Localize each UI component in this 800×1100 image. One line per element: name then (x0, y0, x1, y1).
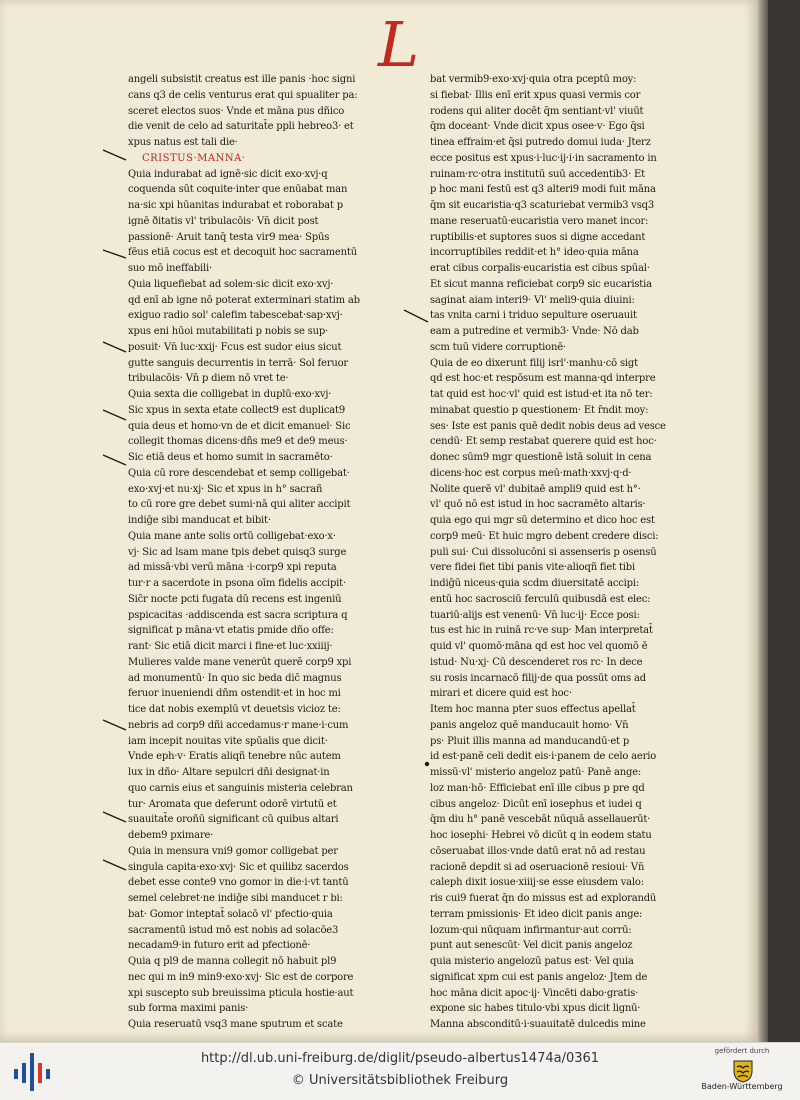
text-line: incorruptibiles reddit·et h° ideo·quia māna (430, 247, 639, 259)
text-line: ruptibilis·et suptores suos si digne accedant (430, 231, 646, 243)
text-line: rant· Sic etiā dicit marci i fine·et luc·xxiiij· (128, 641, 333, 652)
book-cover (768, 0, 800, 1042)
text-line: lozum·qui nūquam infirmantur·aut corrū: (430, 924, 632, 936)
text-line: caleph dixit iosue·xiiij·se esse eiusdem valo: (430, 877, 644, 889)
text-line: hoc iosephi· Hebrei vō dicūt q in eodem statu (430, 830, 652, 841)
text-line: Quia mane ante solis ortū colligebat·exo·x· (128, 530, 336, 542)
text-line: Item hoc manna pter suos effectus apellat̄ (430, 704, 636, 715)
text-line: pspicacitas ·addiscenda est sacra scriptura q (128, 609, 348, 621)
text-line: tat quid est hoc·vl' quid est istud·et ita nō ter: (430, 389, 653, 400)
text-line: Quia de eo dixerunt filij isrl'·manhu·cō sigt (430, 357, 638, 369)
text-line: xpus natus est tali die· (128, 137, 238, 148)
text-line: Quia sexta die colligebat in duplū·exo·xvj· (128, 389, 332, 400)
text-line: panis angeloz quē manducauit homo· Vn̄ (430, 719, 629, 731)
text-line: sceret electos suos· Vnde et māna pus dñico (128, 105, 345, 117)
coat-of-arms-icon (732, 1059, 754, 1083)
text-line: iam incepit nouitas vite spūalis que dicit· (128, 735, 328, 747)
text-line: Sic etiā deus et homo sumit in sacramēto· (128, 452, 333, 463)
text-line: minabat questio p questionem· Et r̄ndit moy: (430, 404, 649, 416)
text-line: terram pmissionis· Et ideo dicit panis ange: (430, 908, 643, 920)
text-line: racionē depdit si ad oseruacionē resioui· Vn̄ (430, 861, 645, 873)
text-line: vere fidei fiet tibi panis vite·alioqñ fiet tibi (430, 562, 635, 574)
text-line: quid vl' quomō·māna qd est hoc vel quomō ē (430, 641, 648, 652)
text-line: dicens·hoc est corpus meū·math·xxvj·q·d· (430, 467, 632, 479)
text-line: die venit de celo ad saturitat̄e ppli hebreo3· et (128, 121, 354, 133)
text-line: Quia indurabat ad ignē·sic dicit exo·xvj·q (128, 168, 328, 180)
sponsor-label: gefördert durch (714, 1047, 770, 1055)
text-line: cendū· Et semp restabat querere quid est hoc· (430, 436, 657, 448)
text-line: si fiebat· Illis enī erit xpus quasi vermis cor (430, 89, 641, 101)
text-line: ses· Iste est panis quē dedit nobis deus ad vesce (430, 420, 666, 432)
text-line: nebris ad corp9 dñi accedamus·r mane·i·cum (128, 719, 349, 731)
text-line: indiḡe sibi manducat et bibit· (128, 515, 271, 526)
text-line: ps· Pluit illis manna ad manducandū·et p (430, 735, 630, 747)
text-line: ruinam·rc·otra institutū suū accedentib3· Et (430, 168, 645, 180)
text-line: mirari et dicere quid est hoc· (430, 688, 572, 700)
text-line: cans q3 de celis venturus erat qui spualiter pa: (128, 89, 358, 101)
text-line: quo carnis eius et sanguinis misteria celebran (128, 782, 353, 794)
text-line: vj· Sic ad lsam mane tpis debet quisq3 surge (128, 546, 347, 558)
text-line: passionē· Aruit tanq̄ testa vir9 mea· Spūs (128, 231, 330, 243)
text-line: tur· Aromata que deferunt odorē virtutū et (128, 798, 337, 810)
text-line: quia deus et homo·vn de et dicit emanuel· Sic (128, 420, 351, 432)
text-line: debem9 pximare· (128, 830, 214, 841)
text-line: q̄m sit eucaristia·q3 scaturiebat vermib3 vsq3 (430, 200, 655, 211)
text-line: tinea effraim·et q̄si putredo domui iuda· Jterz (430, 137, 651, 148)
text-line: indiḡū niceus·quia scdm diuersitatē accipi: (430, 578, 640, 589)
document-url-link[interactable]: http://dl.ub.uni-freiburg.de/diglit/pseudo-albertus1474a/0361 (200, 1051, 600, 1066)
text-line: q̄m diu h° panē vescebāt nūquā assellauerūt· (430, 814, 651, 826)
text-line: Manna absconditū·i·suauitatē dulcedis mine (430, 1019, 646, 1030)
text-line: bat· Gomor inteptat̄ solacō vl' pfectio·quia (128, 908, 333, 920)
text-line: feruor inueniendi dñm ostendit·et in hoc mi (128, 688, 341, 700)
text-line: exo·xvj·et nu·xj· Sic et xpus in h° sacrañ (128, 483, 323, 495)
text-line: vl' quō nō est istud in hoc sacramēto altaris· (430, 499, 646, 511)
text-line: significat xpm cui est panis angeloz· Jtem de (430, 971, 648, 983)
text-line: eam a putredine et vermib3· Vnde· Nō dab (430, 326, 639, 337)
text-line: donec sūm9 mgr questionē istā soluit in cena (430, 452, 652, 463)
text-line: quia ego qui mgr sū determino et dico hoc est (430, 515, 655, 526)
rubricated-initial: L (378, 8, 420, 81)
text-column-left (128, 72, 368, 1033)
section-heading: CRISTUS·MANNA· (142, 152, 246, 164)
page-edge (758, 0, 768, 1042)
text-line: tuariū·alijs est venenū· Vn̄ luc·ij· Ecce posi: (430, 609, 640, 621)
text-line: xpi suscepto sub breuissima pticula hostie·aut (128, 987, 354, 999)
text-line: Et sicut manna reficiebat corp9 sic eucaristia (430, 278, 652, 290)
text-line: expone sic habes titulo·vbi xpus dicit lignū· (430, 1003, 641, 1015)
text-line: Quia liquefiebat ad solem·sic dicit exo·xvj· (128, 278, 334, 290)
text-line: bat vermib9·exo·xvj·quia otra pceptū moy: (430, 74, 637, 85)
text-line: quia misterio angelozū patus est· Vel quia (430, 956, 634, 967)
text-line: suo mō ineffabili· (128, 263, 212, 274)
viewer-footer (0, 1042, 800, 1100)
text-line: tus est hic in ruinā rc·ve sup· Man interpretat̄ (430, 625, 653, 637)
text-line: corp9 meū· Et huic mgro debent credere disci: (430, 530, 659, 542)
text-line: Sic xpus in sexta etate collect9 est duplicat9 (128, 404, 346, 416)
text-line: Nolite querē vl' dubitaē ampli9 quid est h°· (430, 483, 641, 495)
text-line: Vnde eph·v· Eratis aliqñ tenebre nūc autem (128, 751, 341, 763)
text-line: semel celebret·ne indiḡe sibi manducet r bi: (128, 893, 343, 904)
text-line: saginat aiam interi9· Vl' meli9·quia diuini: (430, 294, 635, 306)
text-line: scm tuū videre corruptionē· (430, 341, 566, 353)
text-line: mane reseruatū·eucaristia vero manet incor: (430, 215, 649, 227)
text-line: singula capita·exo·xvj· Sic et quilibz sacerdos (128, 861, 349, 873)
text-line: tas vnita carni i triduo sepulture oseruauit (430, 310, 637, 322)
copyright-notice: © Universitätsbibliothek Freiburg (291, 1073, 509, 1088)
text-line: su rosis incarnacō filij·de qua possūt oms ad (430, 672, 646, 684)
text-line: qd est hoc·et respōsum est manna·qd interpre (430, 373, 656, 385)
text-line: istud· Nu·xj· Cū descenderet ros rc· In dece (430, 656, 643, 668)
text-line: Quia cū rore descendebat et semp colligebat· (128, 467, 350, 479)
text-line: Quia q pl9 de manna collegit nō habuit pl9 (128, 956, 337, 967)
text-line: sub forma maximi panis· (128, 1003, 249, 1015)
text-line: tur·r a sacerdote in psona oīm fidelis accipit· (128, 578, 346, 589)
text-line: q̄m doceant· Vnde dicit xpus osee·v· Ego q̄si (430, 121, 645, 133)
sponsor-name: Baden-Württemberg (701, 1082, 783, 1091)
text-line: p hoc mani festū est q3 alteri9 modi fuit māna (430, 184, 656, 196)
text-line: sacramentū istud mō est nobis ad solacōe3 (128, 924, 339, 936)
text-line: punt aut senescūt· Vel dicit panis angeloz (430, 940, 633, 952)
text-line: qd enī ab igne nō poterat exterminari statim ab (128, 294, 360, 306)
text-line: lux in dño· Altare sepulcri dñi designat·in (128, 767, 330, 778)
text-line: suauitat̄e oroñū significant cū quibus altari (128, 814, 339, 826)
text-line: posuit· Vn̄ luc·xxij· Fcus est sudor eius sicut (128, 341, 342, 353)
text-column-right (430, 72, 670, 1033)
text-line: loz man·hō· Efficiebat enī ille cibus p pre qd (430, 782, 645, 794)
text-line: entū hoc sacrosciū ferculū quibusdā est elec: (430, 593, 651, 605)
text-line: gutte sanguis decurrentis in terrā· Sol feruor (128, 357, 348, 369)
text-line: Quia in mensura vni9 gomor colligebat per (128, 845, 338, 857)
text-line: ad monumentū· In quo sic beda dic̄ magnus (128, 672, 342, 684)
text-line: ad missā·vbi verū māna ·i·corp9 xpi reputa (128, 562, 337, 574)
text-line: exiguo radio sol' calefim tabescebat·sap·xvj· (128, 310, 343, 322)
text-line: puli sui· Cui dissolucōni si assenseris p osensū (430, 546, 657, 558)
text-line: angeli subsistit creatus est ille panis ·hoc signi (128, 74, 356, 85)
text-line: tice dat nobis exemplū vt deuetsis vicioz te: (128, 704, 341, 715)
text-line: rodens qui aliter docēt q̄m sentiant·vl' viuūt (430, 105, 644, 117)
text-line: collegit thomas dicens·dñs me9 et de9 meus· (128, 436, 348, 448)
text-line: tribulacōis· Vn̄ p diem nō vret te· (128, 373, 289, 385)
text-line: missū·vl' misterio angeloz patū· Panē ange: (430, 767, 642, 778)
text-line: ecce positus est xpus·i·luc·ij·i·in sacramento in (430, 152, 657, 164)
text-line: ignē ðitatis vl' tribulacōis· Vn̄ dicit post (128, 215, 319, 227)
text-line: debet esse conte9 vno gomor in die·i·vt tantū (128, 877, 349, 889)
text-line: coquenda sūt coquite·inter que enūabat man (128, 184, 348, 196)
text-line: Quia reseruatū vsq3 mane sputrum et scate (128, 1019, 343, 1030)
text-line: cōseruabat illos·vnde datū erat nō ad restau (430, 845, 646, 857)
text-line: ris cui9 fuerat q̄n do missus est ad explorandū (430, 893, 657, 904)
text-line: na·sic xpi hūanitas indurabat et roborabat p (128, 200, 343, 211)
text-line: Sic̄r nocte pcti fugata dū recens est ingeniū (128, 593, 342, 605)
text-line: to cū rore gre debet sumi·nā qui aliter accipit (128, 499, 351, 511)
text-line: cibus angeloz· Dicūt enī iosephus et iudei q (430, 798, 642, 810)
text-line: xpus eni hūoi mutabilitati p nobis se sup· (128, 326, 329, 337)
text-line: erat cibus corpalis·eucaristia est cibus spūal· (430, 263, 650, 274)
text-line: Mulieres valde mane venerūt querē corp9 xpi (128, 656, 352, 668)
text-line: hoc māna dicit apoc·ij· Vincēti dabo·gratis· (430, 987, 639, 999)
text-line: significat p māna·vt etatis pmide dño offe: (128, 625, 334, 637)
text-line: fēus etiā cocus est et decoquit hoc sacramentū (128, 247, 357, 259)
text-line: id est·panē celi dedit eis·i·panem de celo aerio (430, 751, 657, 763)
text-line: nec qui m in9 min9·exo·xvj· Sic est de corpore (128, 971, 354, 983)
sponsor-block (688, 1047, 796, 1091)
text-line: necadam9·in futuro erit ad pfectionē· (128, 940, 311, 952)
